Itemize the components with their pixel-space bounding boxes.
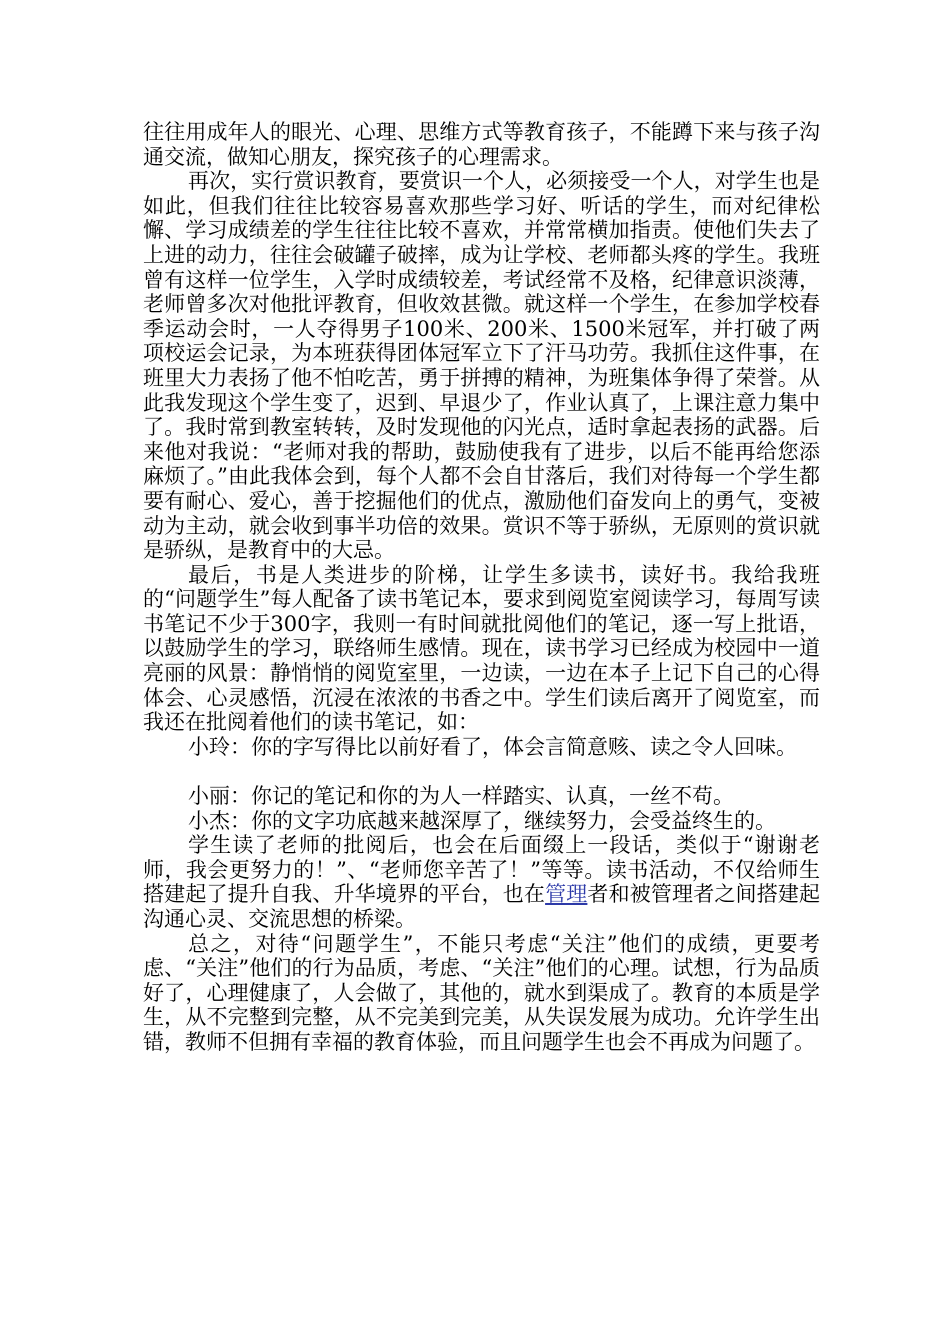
blank-line	[143, 759, 820, 784]
management-link[interactable]: 管理	[545, 882, 588, 907]
comment-xiaoli: 小丽：你记的笔记和你的为人一样踏实、认真，一丝不苟。	[188, 784, 734, 809]
paragraph-conclusion: 总之，对待“问题学生”，不能只考虑“关注”他们的成绩，更要考虑、“关注”他们的行为品质，考虑、“关注”他们的心理。试想，行为品质好了，心理健康了，人会做了，其他的，就水到渠成了。教育的本质是学生，从不完整到完整，从不完美到完美，从失误发展为成功。允许学生出错，教师不但拥有幸福的教育体验，而且问题学生也会不再成为问题了。	[143, 931, 820, 1054]
paragraph-continuation: 往往用成年人的眼光、心理、思维方式等教育孩子，不能蹲下来与孩子沟通交流，做知心朋友，探究孩子的心理需求。	[143, 120, 820, 169]
comment-xiaojie: 小杰：你的文字功底越来越深厚了，继续努力，会受益终生的。	[188, 808, 776, 833]
document-body	[143, 120, 820, 1055]
paragraph-text-before-link: 学生读了老师的批阅后，也会在后面缀上一段话，类似于“谢谢老师，我会更努力的！”、“老师您辛苦了！”等等。读书活动，不仅给师生搭建起了提升自我、升华境界的平台，也在	[143, 833, 820, 907]
comment-xiaoling: 小玲：你的字写得比以前好看了，体会言简意赅、读之令人回味。	[188, 734, 797, 759]
paragraph-reading: 最后，书是人类进步的阶梯，让学生多读书，读好书。我给我班的“问题学生”每人配备了读书笔记本，要求到阅览室阅读学习，每周写读书笔记不少于300字，我则一有时间就批阅他们的笔记，逐一写上批语，以鼓励学生的学习，联络师生感情。现在，读书学习已经成为校园中一道亮丽的风景：静悄悄的阅览室里，一边读，一边在本子上记下自己的心得体会、心灵感悟，沉浸在浓浓的书香之中。学生们读后离开了阅览室，而我还在批阅着他们的读书笔记，如：	[143, 562, 820, 735]
paragraph-text-after-link: 者和被管理者之间搭建起沟通心灵、交流思想的桥梁。	[143, 882, 821, 931]
paragraph-student-replies	[143, 833, 820, 931]
paragraph-appreciation-education: 再次，实行赏识教育，要赏识一个人，必须接受一个人，对学生也是如此，但我们往往比较容易喜欢那些学习好、听话的学生，而对纪律松懈、学习成绩差的学生往往比较不喜欢，并常常横加指责。使他们失去了上进的动力，往往会破罐子破摔，成为让学校、老师都头疼的学生。我班曾有这样一位学生，入学时成绩较差，考试经常不及格，纪律意识淡薄，老师曾多次对他批评教育，但收效甚微。就这样一个学生，在参加学校春季运动会时，一人夺得男子100米、200米、1500米冠军，并打破了两项校运会记录，为本班获得团体冠军立下了汗马功劳。我抓住这件事，在班里大力表扬了他不怕吃苦，勇于拼搏的精神，为班集体争得了荣誉。从此我发现这个学生变了，迟到、早退少了，作业认真了，上课注意力集中了。我时常到教室转转，及时发现他的闪光点，适时拿起表扬的武器。后来他对我说：“老师对我的帮助，鼓励使我有了进步，以后不能再给您添麻烦了。”由此我体会到，每个人都不会自甘落后，我们对待每一个学生都要有耐心、爱心，善于挖掘他们的优点，激励他们奋发向上的勇气，变被动为主动，就会收到事半功倍的效果。赏识不等于骄纵，无原则的赏识就是骄纵，是教育中的大忌。	[143, 169, 820, 563]
